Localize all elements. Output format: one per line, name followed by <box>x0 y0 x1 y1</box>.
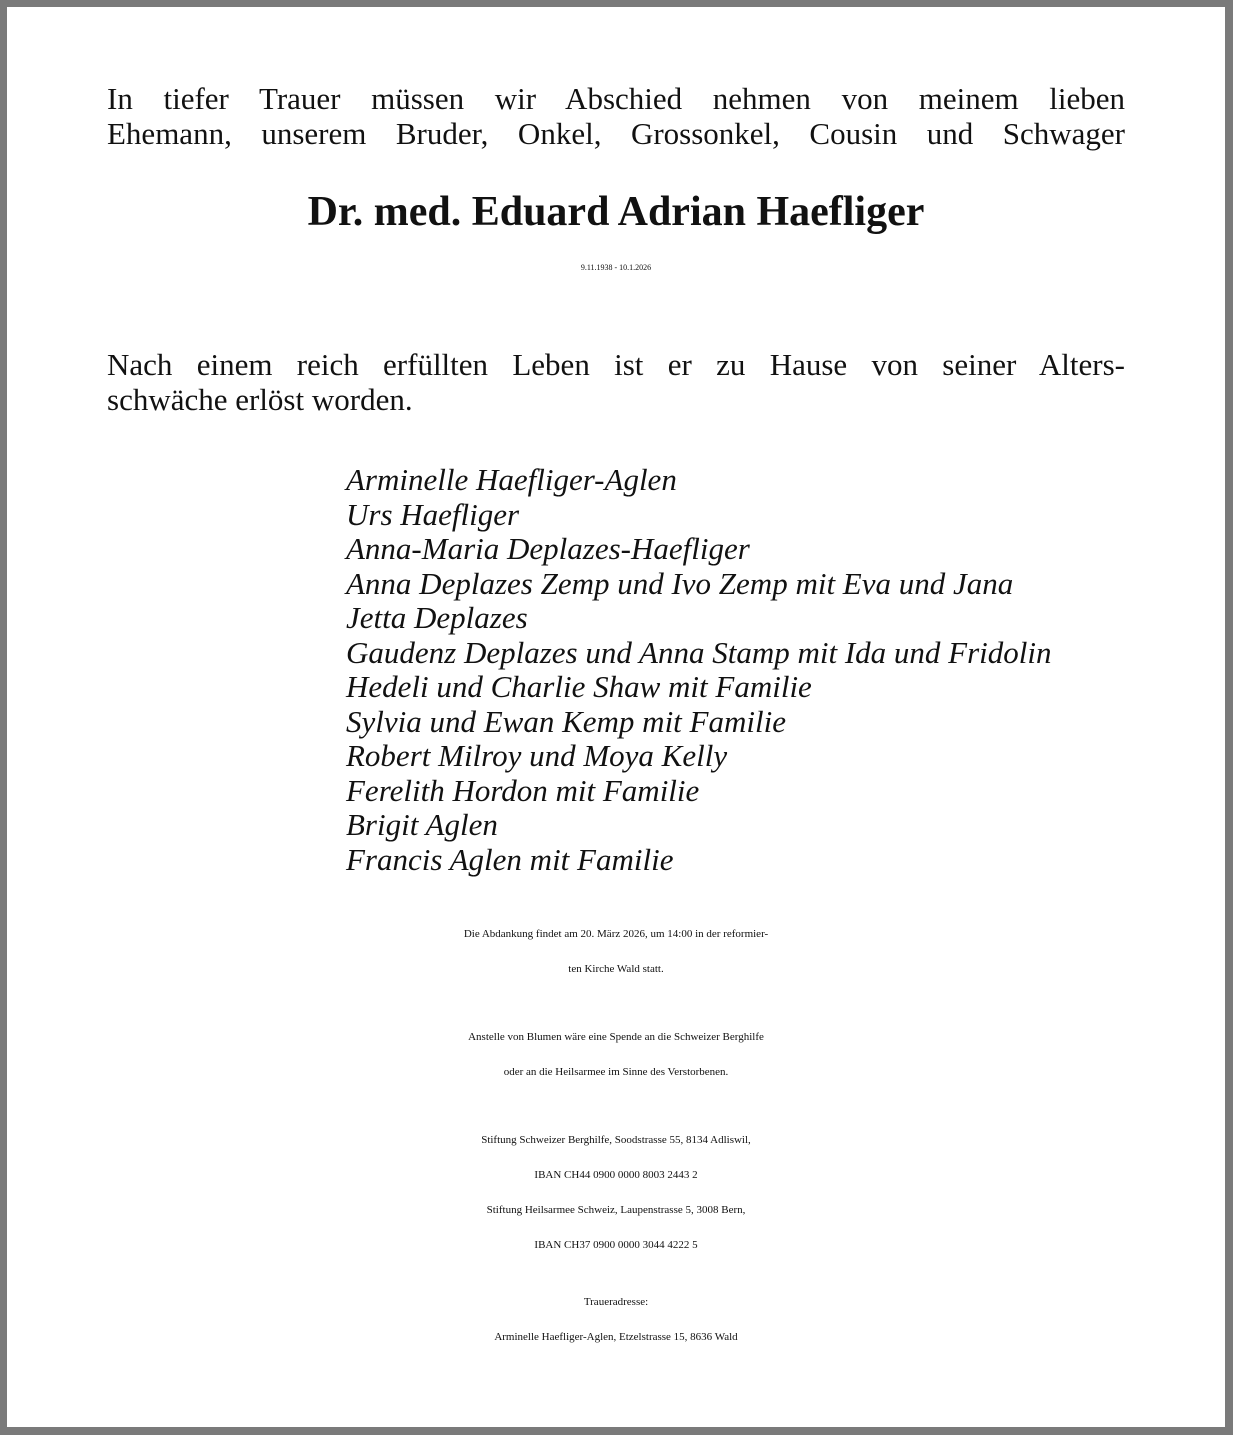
mourner: Arminelle Haefliger-Aglen <box>346 462 677 497</box>
obituary-page <box>7 7 1225 1427</box>
statement-line-1: Nach einem reich erfüllten Leben ist er zu Hause von seiner Alters- <box>107 347 1125 382</box>
service-line-2: ten Kirche Wald statt. <box>568 963 664 975</box>
mourning-address-label: Traueradresse: <box>583 1296 649 1308</box>
account-iban-2: IBAN CH37 0900 0000 3044 4222 5 <box>534 1239 698 1251</box>
account-line-2: Stiftung Heilsarmee Schweiz, Laupenstrasse 5, 3008 Bern, <box>486 1204 746 1216</box>
mourning-address: Arminelle Haefliger-Aglen, Etzelstrasse 15, 8636 Wald <box>494 1331 738 1343</box>
intro-line-2: Ehemann, unserem Bruder, Onkel, Grossonkel, Cousin und Schwager <box>107 116 1125 151</box>
donation-line-1: Anstelle von Blumen wäre eine Spende an die Schweizer Berghilfe <box>468 1031 764 1043</box>
account-line-1: Stiftung Schweizer Berghilfe, Soodstrasse 55, 8134 Adliswil, <box>481 1134 751 1146</box>
mourner: Jetta Deplazes <box>346 600 528 635</box>
mourner: Anna-Maria Deplazes-Haefliger <box>346 531 750 566</box>
life-dates: 9.11.1938 - 10.1.2026 <box>580 263 652 272</box>
intro-line-1: In tiefer Trauer müssen wir Abschied nehmen von meinem lieben <box>107 81 1125 116</box>
mourner: Hedeli und Charlie Shaw mit Familie <box>346 669 812 704</box>
deceased-name: Dr. med. Eduard Adrian Haefliger <box>307 189 925 235</box>
mourner: Brigit Aglen <box>346 807 498 842</box>
statement-line-2: schwäche erlöst worden. <box>107 382 413 417</box>
mourner: Sylvia und Ewan Kemp mit Familie <box>346 703 786 739</box>
service-line-1: Die Abdankung findet am 20. März 2026, um 14:00 in der reformier- <box>463 928 769 940</box>
mourner: Anna Deplazes Zemp und Ivo Zemp mit Eva und Jana <box>346 565 1014 601</box>
mourner: Gaudenz Deplazes und Anna Stamp mit Ida und Fridolin <box>346 634 1052 670</box>
account-iban-1: IBAN CH44 0900 0000 8003 2443 2 <box>534 1169 698 1181</box>
mourner: Robert Milroy und Moya Kelly <box>346 738 728 773</box>
donation-line-2: oder an die Heilsarmee im Sinne des Verstorbenen. <box>503 1066 729 1078</box>
mourners-list <box>346 463 1052 877</box>
mourner: Ferelith Hordon mit Familie <box>346 772 700 808</box>
mourner: Francis Aglen mit Familie <box>346 841 674 877</box>
mourner: Urs Haefliger <box>346 496 520 532</box>
